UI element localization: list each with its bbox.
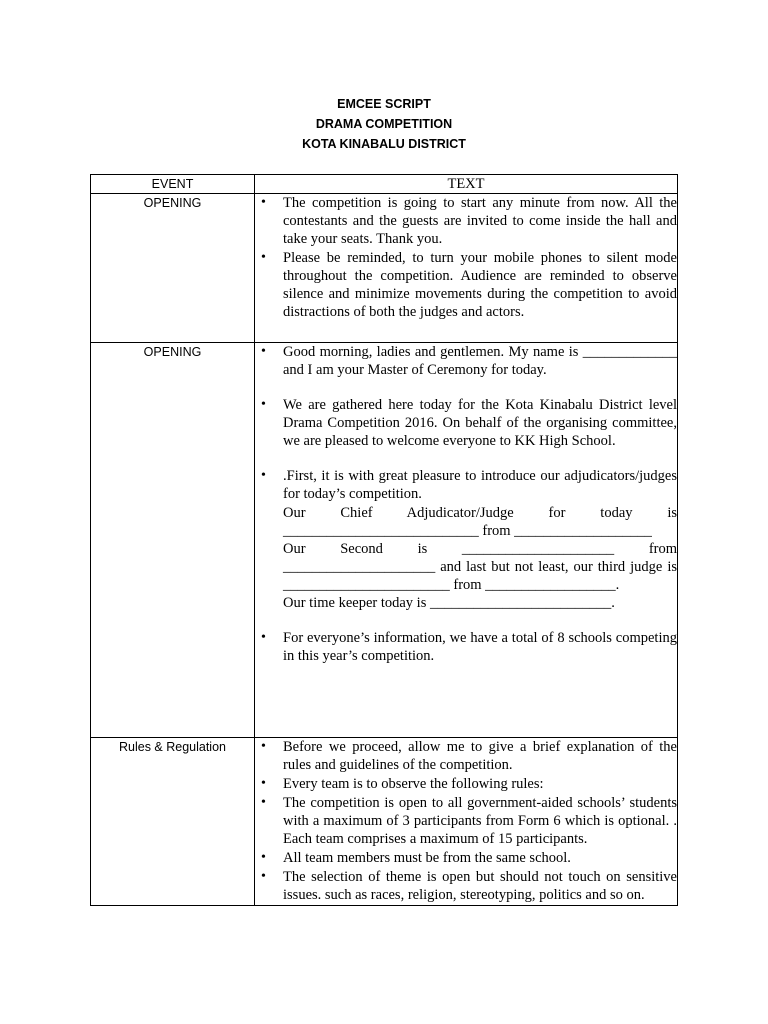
list-item: • For everyone’s information, we have a total of 8 schools competing in this year’s competition.: [255, 629, 677, 665]
time-keeper-line: Our time keeper today is _________________________.: [283, 595, 615, 611]
event-cell: OPENING: [91, 194, 255, 343]
list-item: • Before we proceed, allow me to give a brief explanation of the rules and guidelines of the competition.: [255, 738, 677, 774]
table-row: [91, 194, 678, 343]
emcee-script-table: [90, 174, 678, 906]
document-header: [0, 94, 768, 154]
chief-judge-line: Our Chief Adjudicator/Judge for today is ___________________________ from ___________________: [283, 505, 677, 539]
bullet-list: [255, 343, 677, 503]
bullet-list: [255, 194, 677, 321]
event-column-header: EVENT: [91, 175, 255, 194]
bullet-list: [255, 629, 677, 665]
text-cell: [255, 343, 678, 738]
list-item: • The selection of theme is open but should not touch on sensitive issues. such as races, religion, stereotyping, politics and so on.: [255, 868, 677, 904]
list-item: • .First, it is with great pleasure to introduce our adjudicators/judges for today’s competition.: [255, 467, 677, 503]
list-item: • Good morning, ladies and gentlemen. My name is _____________ and I am your Master of Ceremony for today.: [255, 343, 677, 379]
text-cell: [255, 738, 678, 906]
list-item: • The competition is open to all government-aided schools’ students with a maximum of 3 participants from Form 6 which is optional. . Each team comprises a maximum of 15 participants.: [255, 794, 677, 848]
script-title: EMCEE SCRIPT: [337, 97, 431, 111]
list-item: • Every team is to observe the following rules:: [255, 775, 677, 793]
table-row: [91, 343, 678, 738]
list-item: • The competition is going to start any minute from now. All the contestants and the guests are invited to come inside the hall and take your seats. Thank you.: [255, 194, 677, 248]
table-header-row: [91, 175, 678, 194]
district-title: KOTA KINABALU DISTRICT: [302, 137, 466, 151]
table-row: [91, 738, 678, 906]
text-cell: [255, 194, 678, 343]
text-column-header: TEXT: [255, 175, 678, 194]
list-item: • Please be reminded, to turn your mobile phones to silent mode throughout the competition. Audience are reminded to observe silence and minimize movements during the competition to avoid distractions of both the judges and actors.: [255, 249, 677, 321]
second-third-judge-line: Our Second is _____________________ from _____________________ and last but not least, our third judge is _______________________ from __________________.: [283, 541, 677, 593]
competition-title: DRAMA COMPETITION: [315, 117, 453, 131]
list-item: • We are gathered here today for the Kota Kinabalu District level Drama Competition 2016. On behalf of the organising committee, we are pleased to welcome everyone to KK High School.: [255, 396, 677, 450]
bullet-list: [255, 738, 677, 904]
event-cell: Rules & Regulation: [91, 738, 255, 906]
event-cell: OPENING: [91, 343, 255, 738]
list-item: • All team members must be from the same school.: [255, 849, 677, 867]
